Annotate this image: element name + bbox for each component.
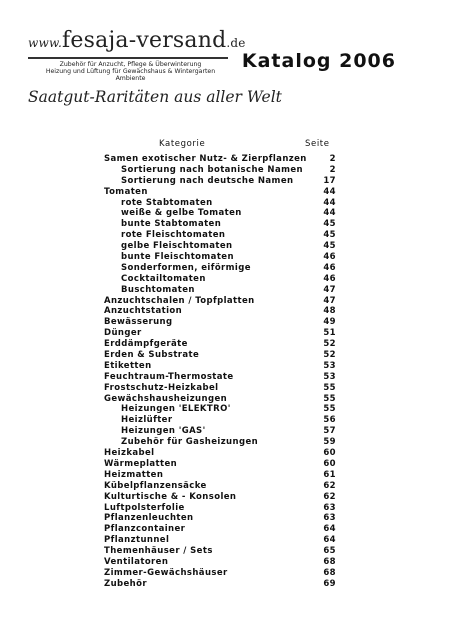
toc-entry-page: 53 <box>323 360 336 371</box>
toc-entry-label: Frostschutz-Heizkabel <box>104 382 219 393</box>
toc-entry-label: rote Stabtomaten <box>121 197 213 208</box>
toc-entry-page: 59 <box>323 437 336 448</box>
toc-entry-page: 55 <box>323 393 336 404</box>
logo-underline <box>28 57 228 59</box>
toc-entry <box>104 187 336 198</box>
toc-entry <box>104 219 336 230</box>
toc-entry <box>104 448 336 459</box>
logo-url-main: fesaja-versand <box>62 28 227 53</box>
toc-entry <box>104 230 336 241</box>
toc-entry-label: Etiketten <box>104 360 152 371</box>
toc-entry-page: 44 <box>323 186 336 197</box>
toc-entry-label: Wärmeplatten <box>104 458 178 469</box>
toc-entry-page: 2 <box>329 164 336 175</box>
toc-entry-page: 46 <box>323 252 336 263</box>
toc-entry-label: Zubehör für Gasheizungen <box>121 437 259 448</box>
toc-entry-page: 60 <box>323 448 336 459</box>
toc-entry-page: 44 <box>323 197 336 208</box>
toc-entry-page: 62 <box>323 480 336 491</box>
toc-entry <box>104 285 336 296</box>
toc-entry-label: Pflanztunnel <box>104 535 170 546</box>
toc-entry-label: Pflanzenleuchten <box>104 513 194 524</box>
toc-entry-page: 45 <box>323 241 336 252</box>
toc-entry <box>104 165 336 176</box>
toc-entry <box>104 339 336 350</box>
toc-entry <box>104 459 336 470</box>
toc-entry-label: Pflanzcontainer <box>104 524 186 535</box>
toc-entry-label: Cocktailtomaten <box>121 273 206 284</box>
toc-entry <box>104 557 336 568</box>
toc-entry <box>104 208 336 219</box>
toc-entry-label: Feuchtraum-Thermostate <box>104 371 234 382</box>
toc-entry-label: Kübelpflanzensäcke <box>104 480 207 491</box>
toc-entry <box>104 535 336 546</box>
toc-entry-page: 64 <box>323 535 336 546</box>
logo-tagline-line: Ambiente <box>115 75 146 83</box>
toc-header-page: Seite <box>305 139 330 149</box>
toc-entry <box>104 492 336 503</box>
toc-entry-label: weiße & gelbe Tomaten <box>121 208 242 219</box>
toc-entry-page: 61 <box>323 469 336 480</box>
toc-header <box>0 139 453 151</box>
logo-slogan: Saatgut-Raritäten aus aller Welt <box>28 87 282 106</box>
toc-entry <box>104 176 336 187</box>
toc-entry <box>104 426 336 437</box>
toc-entry-label: Themenhäuser / Sets <box>104 546 213 557</box>
toc-entry-page: 65 <box>323 546 336 557</box>
toc-entry-page: 52 <box>323 350 336 361</box>
logo-url-prefix: www. <box>28 36 63 50</box>
logo-tagline-line: Zubehör für Anzucht, Pflege & Überwinterung <box>59 61 202 68</box>
toc-entry-page: 60 <box>323 458 336 469</box>
toc-entry <box>104 415 336 426</box>
toc-entry <box>104 361 336 372</box>
toc-entry <box>104 372 336 383</box>
toc-entry-label: Zubehör <box>104 578 147 589</box>
toc-entry <box>104 481 336 492</box>
toc-entry-page: 56 <box>323 415 336 426</box>
toc-entry-label: Anzuchtstation <box>104 306 183 317</box>
toc-entry-page: 64 <box>323 524 336 535</box>
toc-entry-label: Heizkabel <box>104 448 155 459</box>
toc-entry-page: 52 <box>323 339 336 350</box>
toc-entry-page: 47 <box>323 295 336 306</box>
toc-entry-label: Sortierung nach botanische Namen <box>121 164 303 175</box>
toc-entry-label: Dünger <box>104 328 142 339</box>
toc-entry-label: Buschtomaten <box>121 284 195 295</box>
toc-entry-label: Heizmatten <box>104 469 164 480</box>
toc-entry-label: Ventilatoren <box>104 556 169 567</box>
toc-entry-page: 68 <box>323 567 336 578</box>
toc-entry-label: Sonderformen, eiförmige <box>121 262 251 273</box>
toc-entry-page: 48 <box>323 306 336 317</box>
toc-entry <box>104 568 336 579</box>
toc-entry <box>104 404 336 415</box>
toc-entry-label: Zimmer-Gewächshäuser <box>104 567 228 578</box>
toc-entry-label: Kulturtische & - Konsolen <box>104 491 237 502</box>
toc-entry-label: bunte Stabtomaten <box>121 219 222 230</box>
toc-entry <box>104 546 336 557</box>
toc-entry <box>104 328 336 339</box>
logo-url <box>28 30 248 54</box>
toc-entry-page: 68 <box>323 556 336 567</box>
toc-entry-label: Heizlüfter <box>121 415 173 426</box>
toc-entry-label: Erden & Substrate <box>104 350 200 361</box>
toc-entry-page: 57 <box>323 426 336 437</box>
toc-entry <box>104 263 336 274</box>
toc-entry <box>104 296 336 307</box>
toc-entry-page: 55 <box>323 404 336 415</box>
toc-entry-page: 62 <box>323 491 336 502</box>
toc-entry-label: Bewässerung <box>104 317 173 328</box>
toc-entry-page: 47 <box>323 284 336 295</box>
toc-entry-page: 63 <box>323 513 336 524</box>
toc-entry-page: 45 <box>323 219 336 230</box>
toc-entry-page: 53 <box>323 371 336 382</box>
toc-entry-page: 69 <box>323 578 336 589</box>
toc-entry-label: Gewächshausheizungen <box>104 393 228 404</box>
toc-entry-label: Heizungen 'ELEKTRO' <box>121 404 231 415</box>
toc-entry-page: 17 <box>323 175 336 186</box>
logo-tagline <box>28 61 233 83</box>
toc-entry <box>104 513 336 524</box>
toc-entry <box>104 524 336 535</box>
toc-entry-label: Luftpolsterfolie <box>104 502 185 513</box>
toc-entry-page: 46 <box>323 262 336 273</box>
toc-entry <box>104 317 336 328</box>
logo-tagline-line: Heizung und Lüftung für Gewächshaus & Wintergarten <box>45 68 216 76</box>
toc-entry <box>104 437 336 448</box>
company-logo <box>28 28 282 106</box>
toc-entry <box>104 579 336 590</box>
toc-entry-label: bunte Fleischtomaten <box>121 252 234 263</box>
toc-entry-label: Heizungen 'GAS' <box>121 426 206 437</box>
toc-entry-page: 63 <box>323 502 336 513</box>
toc-entry-page: 51 <box>323 328 336 339</box>
toc-entry <box>104 241 336 252</box>
toc-entry-label: rote Fleischtomaten <box>121 230 226 241</box>
toc-entry-label: gelbe Fleischtomaten <box>121 241 233 252</box>
toc-entry-label: Sortierung nach deutsche Namen <box>121 175 294 186</box>
toc-entry <box>104 383 336 394</box>
toc-entry <box>104 198 336 209</box>
toc-entry <box>104 252 336 263</box>
toc-header-category: Kategorie <box>159 139 206 149</box>
page-title: Katalog 2006 <box>241 50 396 72</box>
toc-entry-page: 55 <box>323 382 336 393</box>
toc-entry-label: Samen exotischer Nutz- & Zierpflanzen <box>104 154 307 164</box>
toc-entry <box>104 306 336 317</box>
toc-entry <box>104 350 336 361</box>
toc-entry-label: Anzuchtschalen / Topfplatten <box>104 295 255 306</box>
table-of-contents <box>104 154 336 590</box>
toc-entry-label: Tomaten <box>104 186 148 197</box>
logo-url-suffix: .de <box>226 36 246 50</box>
toc-entry <box>104 503 336 514</box>
toc-entry-page: 2 <box>329 154 336 164</box>
toc-entry-page: 49 <box>323 317 336 328</box>
toc-entry-page: 46 <box>323 273 336 284</box>
toc-entry <box>104 154 336 165</box>
toc-entry-label: Erddämpfgeräte <box>104 339 188 350</box>
toc-entry <box>104 394 336 405</box>
toc-entry <box>104 274 336 285</box>
toc-entry-page: 44 <box>323 208 336 219</box>
toc-entry-page: 45 <box>323 230 336 241</box>
toc-entry <box>104 470 336 481</box>
